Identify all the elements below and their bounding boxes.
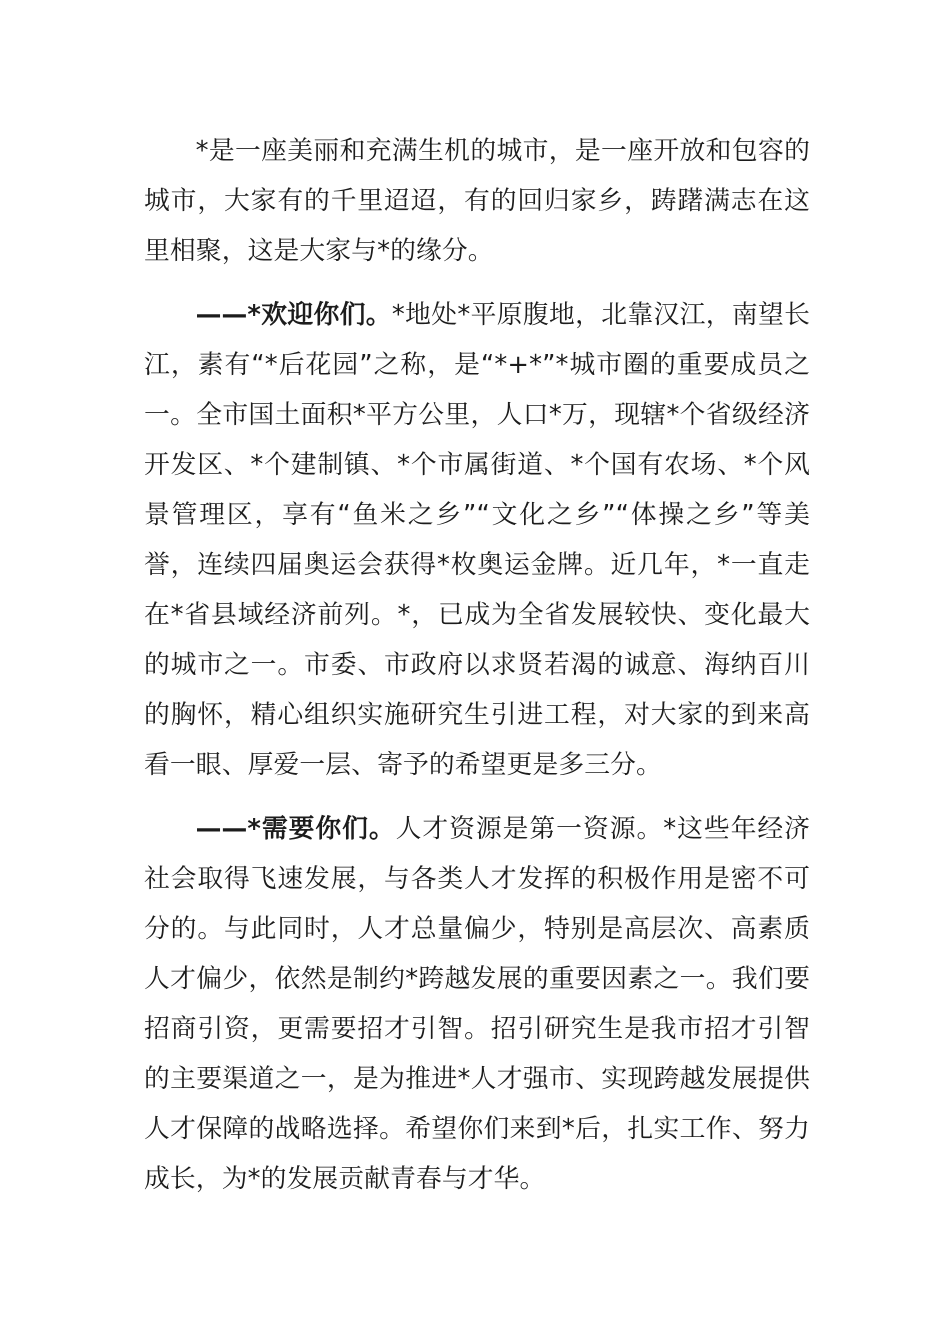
paragraph-heading: ——*需要你们。 xyxy=(195,814,396,844)
paragraph-welcome xyxy=(144,290,810,790)
paragraph-text: *是一座美丽和充满生机的城市，是一座开放和包容的城市，大家有的千里迢迢，有的回归家乡，踌躇满志在这里相聚，这是大家与*的缘分。 xyxy=(144,136,810,266)
document-body xyxy=(144,126,810,1204)
paragraph-need xyxy=(144,804,810,1204)
paragraph-intro xyxy=(144,126,810,276)
paragraph-heading: ——*欢迎你们。 xyxy=(195,300,392,330)
paragraph-text: *地处*平原腹地，北靠汉江，南望长江，素有“*后花园”之称，是“*+*”*城市圈的重要成员之一。全市国土面积*平方公里，人口*万，现辖*个省级经济开发区、*个建制镇、*个市属街道、*个国有农场、*个风景管理区，享有“鱼米之乡”“文化之乡”“体操之乡”等美誉，连续四届奥运会获得*枚奥运金牌。近几年，*一直走在*省县域经济前列。*，已成为全省发展较快、变化最大的城市之一。市委、市政府以求贤若渴的诚意、海纳百川的胸怀，精心组织实施研究生引进工程，对大家的到来高看一眼、厚爱一层、寄予的希望更是多三分。 xyxy=(144,300,811,780)
paragraph-text: 人才资源是第一资源。*这些年经济社会取得飞速发展，与各类人才发挥的积极作用是密不可分的。与此同时，人才总量偏少，特别是高层次、高素质人才偏少，依然是制约*跨越发展的重要因素之一。我们要招商引资，更需要招才引智。招引研究生是我市招才引智的主要渠道之一，是为推进*人才强市、实现跨越发展提供人才保障的战略选择。希望你们来到*后，扎实工作、努力成长，为*的发展贡献青春与才华。 xyxy=(144,814,811,1194)
